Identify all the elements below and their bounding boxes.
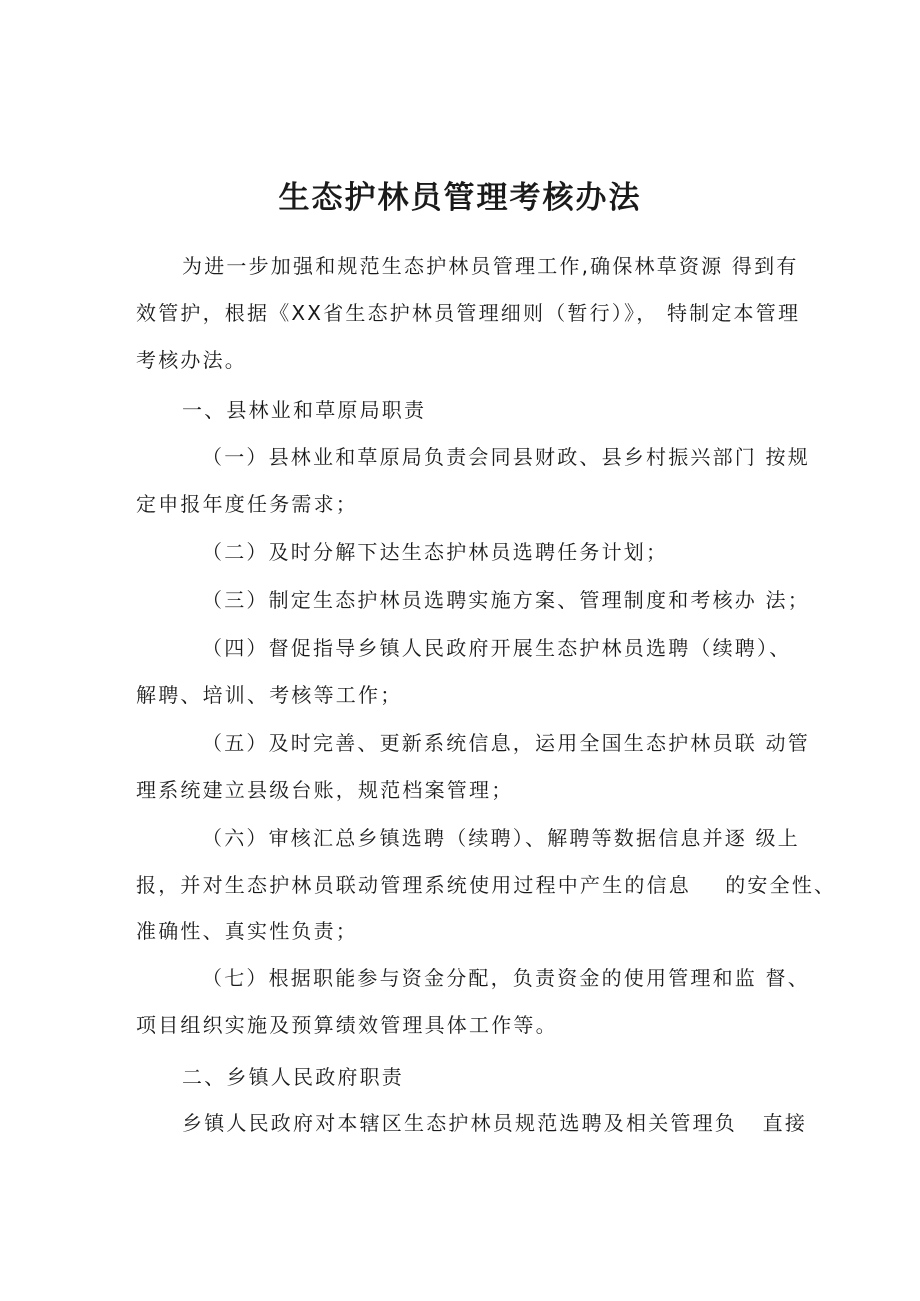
section-heading: 二、乡镇人民政府职责	[182, 1065, 404, 1089]
paragraph-line: 准确性、真实性负责；	[136, 919, 358, 943]
paragraph-line: （五）及时完善、更新系统信息，运用全国生态护林员联 动管	[202, 731, 810, 755]
paragraph-line: 理系统建立县级台账，规范档案管理；	[136, 778, 514, 802]
paragraph-line: （三）制定生态护林员选聘实施方案、管理制度和考核办 法；	[202, 588, 810, 612]
paragraph-line: （一）县林业和草原局负责会同县财政、县乡村振兴部门 按规	[202, 445, 810, 469]
paragraph-line: 报，并对生态护林员联动管理系统使用过程中产生的信息 的安全性、	[136, 873, 837, 897]
paragraph-line: 解聘、培训、考核等工作；	[136, 683, 403, 707]
paragraph-line: （六）审核汇总乡镇选聘（续聘）、解聘等数据信息并逐 级上	[202, 826, 800, 850]
section-heading: 一、县林业和草原局职责	[182, 398, 427, 422]
document-title: 生态护林员管理考核办法	[278, 180, 642, 216]
paragraph-line: 定申报年度任务需求；	[136, 492, 358, 516]
paragraph-line: 乡镇人民政府对本辖区生态护林员规范选聘及相关管理负 直接	[182, 1111, 808, 1135]
paragraph-line: 考核办法。	[136, 348, 247, 372]
paragraph-line: （二）及时分解下达生态护林员选聘任务计划；	[202, 540, 669, 564]
paragraph-line: （四）督促指导乡镇人民政府开展生态护林员选聘（续聘）、	[202, 636, 792, 660]
paragraph-line: 项目组织实施及预算绩效管理具体工作等。	[136, 1013, 558, 1037]
paragraph-line: （七）根据职能参与资金分配，负责资金的使用管理和监 督、	[202, 966, 810, 990]
paragraph-line: 为进一步加强和规范生态护林员管理工作,确保林草资源 得到有	[182, 254, 799, 278]
paragraph-line: 效管护，根据《XX省生态护林员管理细则（暂行）》， 特制定本管理	[136, 301, 801, 325]
